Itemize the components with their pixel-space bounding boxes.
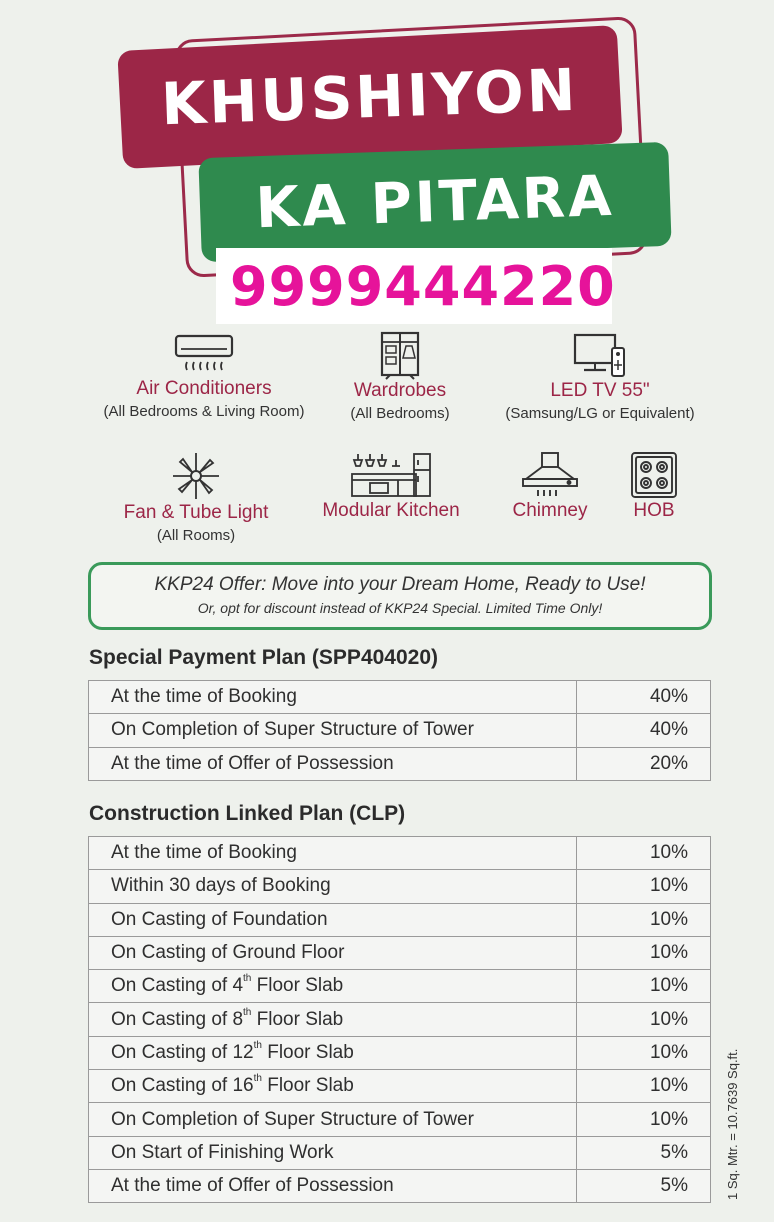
fan-icon	[169, 450, 223, 502]
stage-cell: On Casting of Foundation	[89, 903, 577, 936]
table-row	[89, 1036, 711, 1069]
amenity-sub: (Samsung/LG or Equivalent)	[505, 405, 695, 422]
percent-cell: 10%	[577, 837, 711, 870]
banner	[0, 0, 774, 330]
stage-text-end: Floor Slab	[261, 1075, 354, 1097]
percent-cell: 10%	[577, 970, 711, 1003]
phone-number[interactable]: 9999444220	[230, 254, 616, 318]
amenity-label: Chimney	[512, 500, 588, 521]
stage-text: On Casting of 12	[111, 1041, 254, 1063]
wardrobe-icon	[376, 330, 424, 380]
stage-text: On Casting of 4	[111, 975, 244, 997]
stage-cell: At the time of Offer of Possession	[89, 747, 577, 780]
stage-text-end: Floor Slab	[251, 975, 344, 997]
ordinal-suffix: th	[253, 1039, 262, 1051]
amenity-led-tv	[480, 330, 720, 422]
amenity-fan-tube-light	[106, 450, 286, 544]
table-row	[89, 1136, 711, 1169]
clp-title: Construction Linked Plan (CLP)	[89, 802, 406, 825]
table-row	[89, 747, 711, 780]
table-row	[89, 1169, 711, 1202]
stage-cell: At the time of Booking	[89, 837, 577, 870]
amenity-label: Fan & Tube Light	[123, 502, 269, 523]
table-row	[89, 936, 711, 969]
percent-cell: 10%	[577, 870, 711, 903]
stage-cell: At the time of Booking	[89, 681, 577, 714]
table-row	[89, 681, 711, 714]
stage-cell: Within 30 days of Booking	[89, 870, 577, 903]
percent-cell: 5%	[577, 1169, 711, 1202]
clp-table	[88, 836, 711, 1203]
stage-cell: At the time of Offer of Possession	[89, 1169, 577, 1202]
percent-cell: 10%	[577, 1103, 711, 1136]
amenity-chimney	[490, 450, 610, 522]
kitchen-icon	[348, 450, 434, 500]
table-row	[89, 1003, 711, 1036]
table-row	[89, 714, 711, 747]
tv-icon	[572, 330, 628, 380]
offer-box	[88, 562, 712, 630]
banner-line-1: KHUSHIYON	[160, 55, 580, 139]
stage-cell: On Completion of Super Structure of Tower	[89, 1103, 577, 1136]
area-conversion-note: 1 Sq. Mtr. = 10.7639 Sq.ft.	[725, 1048, 740, 1200]
stage-cell	[89, 1070, 577, 1103]
percent-cell: 10%	[577, 1003, 711, 1036]
percent-cell: 20%	[577, 747, 711, 780]
ordinal-suffix: th	[243, 973, 252, 985]
stage-cell: On Start of Finishing Work	[89, 1136, 577, 1169]
amenity-hob	[614, 450, 694, 522]
amenity-sub: (All Bedrooms & Living Room)	[103, 403, 305, 420]
spp-table	[88, 680, 711, 781]
table-row	[89, 970, 711, 1003]
phone-box[interactable]	[216, 248, 616, 324]
amenity-label: LED TV 55"	[550, 380, 650, 401]
ordinal-suffix: th	[253, 1073, 262, 1085]
amenity-sub: (All Rooms)	[156, 527, 236, 544]
stage-text-end: Floor Slab	[261, 1041, 354, 1063]
chimney-icon	[520, 450, 580, 500]
table-row	[89, 1103, 711, 1136]
amenity-air-conditioners	[84, 330, 324, 420]
stage-cell	[89, 970, 577, 1003]
air-conditioner-icon	[173, 330, 235, 378]
percent-cell: 5%	[577, 1136, 711, 1169]
percent-cell: 10%	[577, 936, 711, 969]
stage-cell	[89, 1036, 577, 1069]
hob-icon	[629, 450, 679, 500]
amenity-wardrobes	[330, 330, 470, 422]
stage-text: On Casting of 16	[111, 1075, 254, 1097]
percent-cell: 10%	[577, 903, 711, 936]
percent-cell: 10%	[577, 1036, 711, 1069]
amenity-modular-kitchen	[306, 450, 476, 522]
stage-text-end: Floor Slab	[251, 1008, 344, 1030]
banner-title-bottom	[198, 142, 671, 262]
spp-title: Special Payment Plan (SPP404020)	[89, 646, 439, 669]
table-row	[89, 870, 711, 903]
banner-line-2: KA PITARA	[254, 163, 616, 241]
table-row	[89, 903, 711, 936]
offer-subtext: Or, opt for discount instead of KKP24 Special. Limited Time Only!	[197, 600, 603, 616]
percent-cell: 40%	[577, 681, 711, 714]
stage-cell	[89, 1003, 577, 1036]
amenity-label: Wardrobes	[353, 380, 447, 401]
amenity-label: Modular Kitchen	[322, 500, 460, 521]
amenity-label: HOB	[633, 500, 675, 521]
stage-text: On Casting of 8	[111, 1008, 244, 1030]
offer-headline: KKP24 Offer: Move into your Dream Home, Ready to Use!	[154, 574, 646, 595]
percent-cell: 40%	[577, 714, 711, 747]
table-row	[89, 1070, 711, 1103]
ordinal-suffix: th	[243, 1006, 252, 1018]
stage-cell: On Completion of Super Structure of Tower	[89, 714, 577, 747]
amenity-label: Air Conditioners	[136, 378, 272, 399]
table-row	[89, 837, 711, 870]
amenity-sub: (All Bedrooms)	[350, 405, 450, 422]
percent-cell: 10%	[577, 1070, 711, 1103]
stage-cell: On Casting of Ground Floor	[89, 936, 577, 969]
